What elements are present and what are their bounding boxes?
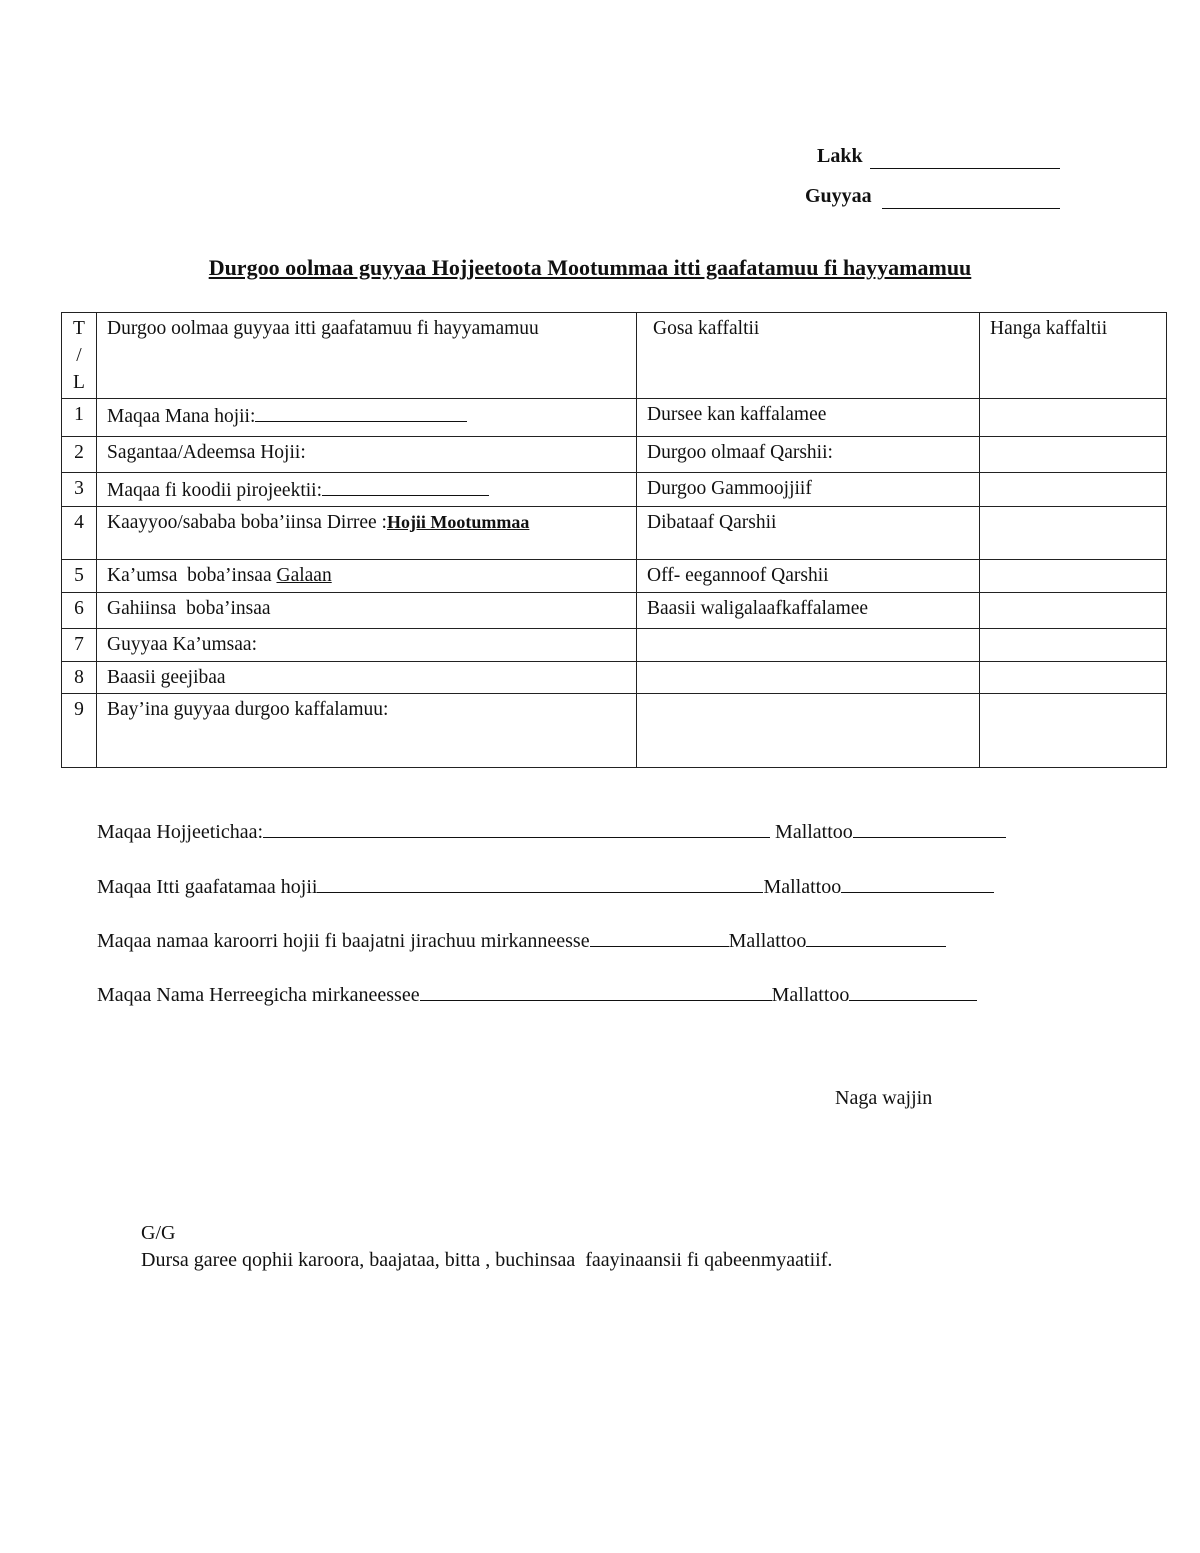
row-description: Gahiinsa boba’insaa [97, 593, 637, 629]
row-number: 1 [62, 399, 97, 437]
row-payment-amount [980, 662, 1167, 694]
allowance-table [61, 312, 1167, 768]
row-description: Guyyaa Ka’umsaa: [97, 629, 637, 662]
row-payment-amount [980, 473, 1167, 507]
row-number: 9 [62, 694, 97, 768]
row-number: 2 [62, 437, 97, 473]
purpose-emphasis: Hojii Mootummaa [386, 512, 530, 532]
date-label: Guyyaa [805, 185, 872, 207]
cc-recipient: Dursa garee qophii karoora, baajataa, bitta , buchinsaa faayinaansii fi qabeenmyaatiif. [141, 1249, 833, 1271]
row-payment-amount [980, 507, 1167, 560]
row-payment-amount [980, 437, 1167, 473]
document-title: Durgoo oolmaa guyyaa Hojjeetoota Mootummaa itti gaafatamuu fi hayyamamuu [208, 255, 972, 280]
row-description: Ka’umsa boba’insaa Galaan [97, 560, 637, 593]
row-number: 5 [62, 560, 97, 593]
row-description: Baasii geejibaa [97, 662, 637, 694]
fill-line [322, 475, 489, 496]
row-payment-type: Durgoo Gammoojjiif [637, 473, 980, 507]
row-payment-type: Dursee kan kaffalamee [637, 399, 980, 437]
header-payment-type: Gosa kaffaltii [637, 313, 980, 399]
signature-line [853, 817, 1006, 838]
signature-line [849, 980, 977, 1001]
fill-line [255, 401, 467, 422]
row-payment-type [637, 662, 980, 694]
row-payment-type: Dibataaf Qarshii [637, 507, 980, 560]
row-payment-type [637, 694, 980, 768]
row-payment-amount [980, 694, 1167, 768]
table-row [62, 507, 1167, 560]
signature-caption: Mallattoo [770, 821, 853, 843]
cc-label: G/G [141, 1222, 176, 1244]
table-row [62, 399, 1167, 437]
row-payment-amount [980, 399, 1167, 437]
signature-row-employee [97, 817, 1006, 844]
name-line [420, 980, 772, 1001]
name-line [317, 872, 763, 893]
row-number: 8 [62, 662, 97, 694]
table-row [62, 437, 1167, 473]
table-row [62, 593, 1167, 629]
date-line [882, 188, 1060, 209]
row-description: Maqaa Mana hojii: [97, 399, 637, 437]
table-header-row [62, 313, 1167, 399]
table-row [62, 629, 1167, 662]
header-description: Durgoo oolmaa guyyaa itti gaafatamuu fi hayyamamuu [97, 313, 637, 399]
reference-label: Lakk [817, 145, 863, 167]
row-payment-type: Baasii waligalaafkaffalamee [637, 593, 980, 629]
row-payment-amount [980, 593, 1167, 629]
row-payment-type: Off- eegannoof Qarshii [637, 560, 980, 593]
signature-label: Maqaa Itti gaafatamaa hojii [97, 876, 318, 898]
table-row [62, 662, 1167, 694]
signature-line [806, 926, 946, 947]
header-payment-amount: Hanga kaffaltii [980, 313, 1167, 399]
row-payment-type [637, 629, 980, 662]
table-row [62, 560, 1167, 593]
closing-text: Naga wajjin [835, 1087, 933, 1109]
signature-caption: Mallattoo [763, 876, 842, 898]
signature-label: Maqaa namaa karoorri hojii fi baajatni jirachuu mirkanneesse [97, 930, 590, 952]
row-description: Bay’ina guyyaa durgoo kaffalamuu: [97, 694, 637, 768]
row-number: 3 [62, 473, 97, 507]
row-description: Kaayyoo/sababa boba’iinsa Dirree :Hojii Mootummaa [97, 507, 637, 560]
origin-value: Galaan [276, 565, 332, 586]
signature-row-supervisor [97, 872, 994, 899]
signature-label: Maqaa Hojjeetichaa: [97, 821, 264, 843]
signature-caption: Mallattoo [728, 930, 807, 952]
signature-label: Maqaa Nama Herreegicha mirkaneessee [97, 984, 420, 1006]
signature-line [841, 872, 994, 893]
name-line [263, 817, 770, 838]
reference-line [870, 148, 1060, 169]
row-payment-type: Durgoo olmaaf Qarshii: [637, 437, 980, 473]
signature-caption: Mallattoo [771, 984, 850, 1006]
signature-row-accounts [97, 980, 977, 1007]
table-row [62, 473, 1167, 507]
row-number: 6 [62, 593, 97, 629]
table-row [62, 694, 1167, 768]
row-number: 7 [62, 629, 97, 662]
row-description: Maqaa fi koodii pirojeektii: [97, 473, 637, 507]
row-payment-amount [980, 560, 1167, 593]
signature-row-budget [97, 926, 946, 953]
row-number: 4 [62, 507, 97, 560]
header-number: T / L [62, 313, 97, 399]
row-description: Sagantaa/Adeemsa Hojii: [97, 437, 637, 473]
row-payment-amount [980, 629, 1167, 662]
name-line [590, 926, 729, 947]
